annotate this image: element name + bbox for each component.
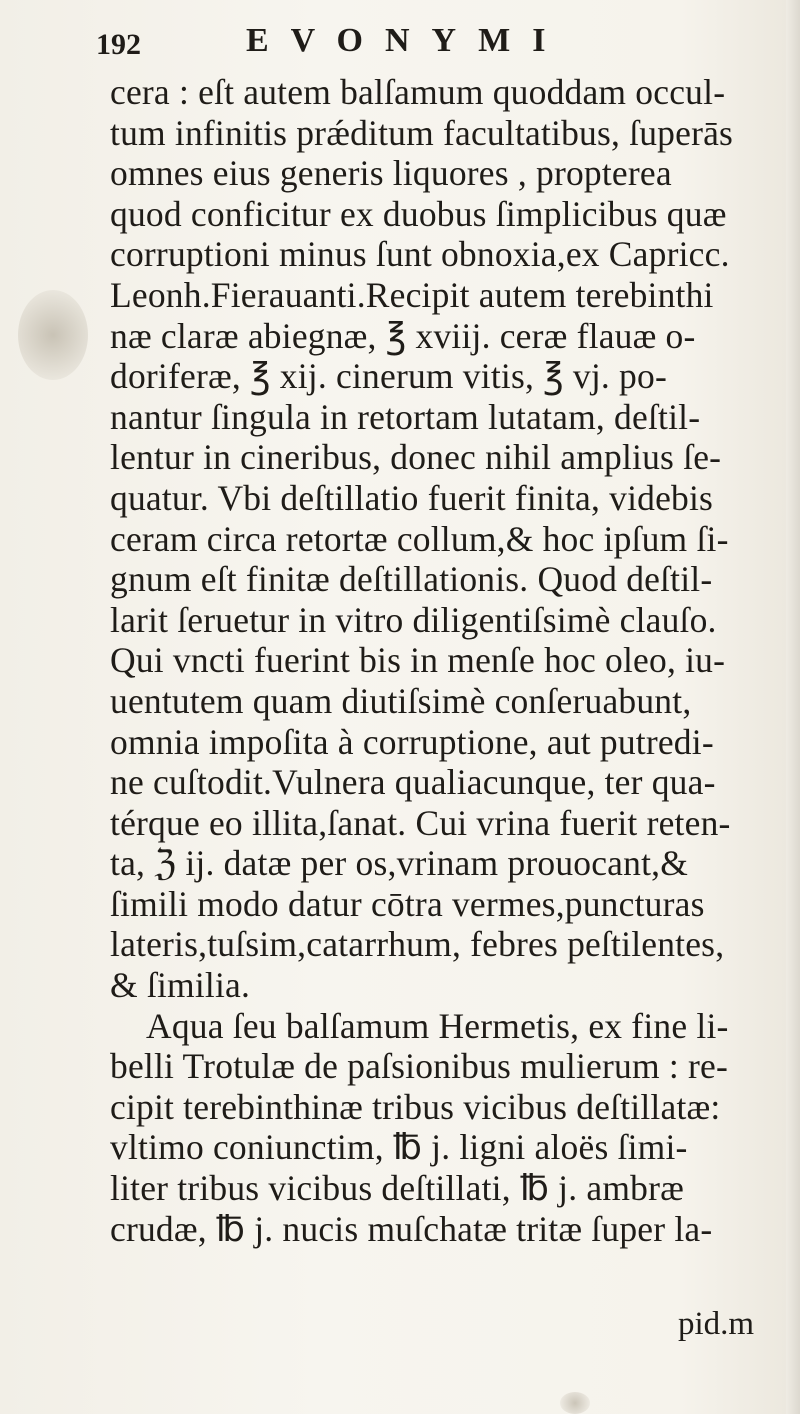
text-line: quatur. Vbi deſtillatio fuerit finita, videbis (110, 477, 714, 518)
page-number: 192 (96, 28, 141, 61)
text-line: & ſimilia. (110, 965, 251, 1006)
text-line: quod conficitur ex duobus ſimplicibus quæ (110, 193, 727, 234)
text-line: uentutem quam diutiſsimè conſeruabunt, (110, 680, 692, 721)
text-line: Qui vncti fuerint bis in menſe hoc oleo, iu- (110, 640, 726, 681)
text-line: cera : eſt autem balſamum quoddam occul- (110, 72, 726, 112)
text-line: ta, ℨ ij. datæ per os,vrinam prouocant,& (110, 843, 689, 884)
text-line: belli Trotulæ de paſsionibus mulierum : re- (110, 1046, 728, 1087)
text-line: gnum eſt finitæ deſtillationis. Quod deſtil- (110, 559, 713, 600)
ink-stain (18, 290, 88, 380)
text-line: crudæ, ℔ j. nucis muſchatæ tritæ ſuper la- (110, 1208, 713, 1249)
text-line: larit ſeruetur in vitro diligentiſsimè clauſo. (110, 599, 717, 640)
text-line: cipit terebinthinæ tribus vicibus deſtillatæ: (110, 1086, 721, 1127)
paragraph-start-line: Aqua ſeu balſamum Hermetis, ex fine li- (146, 1005, 729, 1046)
catchword: pid.m (678, 1306, 755, 1342)
text-line: térque eo illita,ſanat. Cui vrina fuerit reten- (110, 802, 731, 843)
ink-stain (560, 1392, 590, 1414)
text-line: ſimili modo datur cōtra vermes,puncturas (110, 883, 705, 924)
text-line: omnes eius generis liquores , propterea (110, 153, 672, 194)
text-line: liter tribus vicibus deſtillati, ℔ j. ambræ (110, 1168, 684, 1209)
text-line: vltimo coniunctim, ℔ j. ligni aloës ſimi- (110, 1127, 688, 1168)
text-line: lentur in cineribus, donec nihil amplius ſe- (110, 437, 722, 478)
text-line: doriferæ, ℥ xij. cinerum vitis, ℥ vj. po- (110, 356, 667, 397)
text-line: Leonh.Fierauanti.Recipit autem terebinthi (110, 274, 714, 315)
running-head: EVONYMI (246, 22, 568, 59)
text-line: corruptioni minus ſunt obnoxia,ex Capricc. (110, 234, 730, 275)
text-line: næ claræ abiegnæ, ℥ xviij. ceræ flauæ o- (110, 315, 696, 356)
text-line: omnia impoſita à corruptione, aut putredi- (110, 721, 714, 762)
text-line: nantur ſingula in retortam lutatam, deſtil- (110, 396, 701, 437)
body-text (110, 72, 790, 1249)
text-line: lateris,tuſsim,catarrhum, febres peſtilentes, (110, 924, 725, 965)
page-header (0, 12, 800, 62)
text-line: tum infinitis prǽditum facultatibus, ſuperās (110, 112, 734, 153)
text-line: ceram circa retortæ collum,& hoc ipſum ſi- (110, 518, 729, 559)
text-line: ne cuſtodit.Vulnera qualiacunque, ter qua- (110, 762, 716, 803)
